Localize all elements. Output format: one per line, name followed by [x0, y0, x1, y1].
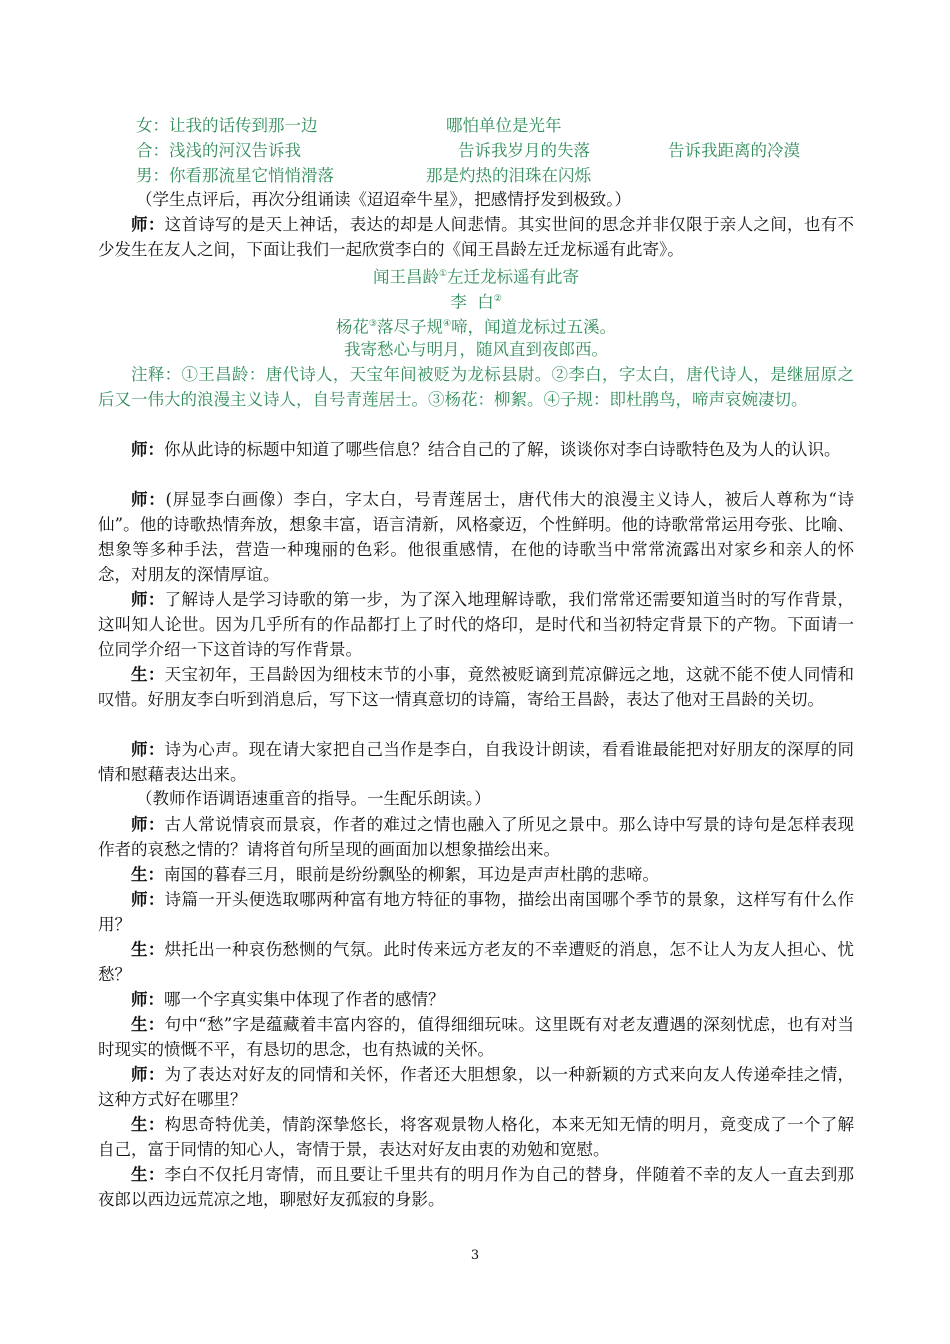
speaker-label: 师： — [131, 440, 164, 459]
speaker-label: 师： — [131, 890, 165, 909]
song-line-female-part2: 哪怕单位是光年 — [446, 116, 562, 135]
paragraph-4 — [98, 587, 854, 662]
paragraph-5 — [98, 662, 854, 712]
speaker-label: 师： — [131, 740, 165, 759]
paragraph-11 — [98, 987, 854, 1012]
speaker-label: 师： — [131, 490, 166, 509]
poem-line-1-part3: 啼，闻道龙标过五溪。 — [451, 317, 617, 337]
paragraph-text: 诗为心声。现在请大家把自己当作是李白，自我设计朗读，看看谁最能把对好朋友的深厚的同情和慰藉表达出来。 — [98, 740, 855, 784]
paragraph-2 — [98, 437, 854, 462]
paragraph-text: 哪一个字真实集中体现了作者的感情？ — [164, 990, 445, 1009]
paragraph-text: 李白不仅托月寄情，而且要让千里共有的明月作为自己的替身，伴随着不幸的友人一直去到那夜郎以西边远荒凉之地，聊慰好友孤寂的身影。 — [98, 1165, 855, 1209]
paragraph-6 — [98, 737, 854, 787]
poem-author — [98, 287, 854, 315]
speaker-label: 师： — [131, 815, 165, 834]
paragraph-text: 你从此诗的标题中知道了哪些信息？结合自己的了解，谈谈你对李白诗歌特色及为人的认识。 — [164, 440, 841, 459]
speaker-label: 生： — [131, 665, 165, 684]
song-line-male-part2: 那是灼热的泪珠在闪烁 — [426, 166, 591, 185]
song-line-chorus-part1: 合：浅浅的河汉告诉我 — [136, 141, 301, 160]
paragraph-text: 烘托出一种哀伤愁恻的气氛。此时传来远方老友的不幸遭贬的消息，怎不让人为友人担心、忧愁？ — [98, 940, 855, 984]
song-line-female-2 — [446, 114, 562, 138]
footnote-marker: ③ — [368, 319, 377, 329]
page-number: 3 — [470, 1248, 480, 1263]
song-line-chorus-3 — [668, 139, 800, 163]
song-line-chorus-part2: 告诉我岁月的失落 — [458, 141, 590, 160]
poem-title-part2: 左迁龙标遥有此寄 — [447, 267, 580, 287]
song-line-chorus-2 — [458, 139, 590, 163]
speaker-label: 生： — [131, 1165, 165, 1184]
poem-title — [98, 262, 854, 290]
speaker-label: 生： — [131, 940, 165, 959]
song-line-female — [136, 114, 318, 138]
footnote-marker: ① — [438, 269, 448, 279]
paragraph-3 — [98, 487, 854, 587]
paragraph-10 — [98, 937, 854, 987]
paragraph-text: 这首诗写的是天上神话，表达的却是人间悲情。其实世间的思念并非仅限于亲人之间，也有不少发生在友人之间，下面让我们一起欣赏李白的《闻王昌龄左迁龙标遥有此寄》。 — [98, 215, 855, 259]
paragraph-13 — [98, 1062, 854, 1112]
speaker-label: 师： — [131, 990, 164, 1009]
song-line-female-part1: 女：让我的话传到那一边 — [136, 116, 318, 135]
paragraph-text: 句中“愁”字是蕴藏着丰富内容的，值得细细玩味。这里既有对老友遭遇的深刻忧虑，也有对当时现实的愤慨不平，有恳切的思念，也有热诚的关怀。 — [98, 1015, 855, 1059]
speaker-label: 师： — [131, 1065, 165, 1084]
speaker-label: 生： — [131, 865, 164, 884]
paragraph-text: 为了表达对好友的同情和关怀，作者还大胆想象，以一种新颖的方式来向友人传递牵挂之情，这种方式好在哪里？ — [98, 1065, 855, 1109]
speaker-label: 生： — [131, 1015, 165, 1034]
speaker-label: 生： — [131, 1115, 165, 1134]
paragraph-text: 古人常说情哀而景哀，作者的难过之情也融入了所见之景中。那么诗中写景的诗句是怎样表现作者的哀愁之情的？请将首句所呈现的画面加以想象描绘出来。 — [98, 815, 855, 859]
footnote-marker: ② — [493, 294, 502, 304]
poem-line-1 — [98, 312, 854, 340]
poem-line-1-part2: 落尽子规 — [377, 317, 443, 337]
poem-line-1-part1: 杨花 — [335, 317, 369, 337]
poem-line-2: 我寄愁心与明月，随风直到夜郎西。 — [344, 340, 608, 359]
paragraph-9 — [98, 887, 854, 937]
speaker-label: 师： — [131, 590, 165, 609]
song-line-chorus-part3: 告诉我距离的冷漠 — [668, 141, 800, 160]
paragraph-15 — [98, 1162, 854, 1212]
paragraph-1 — [98, 212, 854, 262]
song-line-male-2 — [426, 164, 591, 188]
paragraph-7 — [98, 812, 854, 862]
paragraph-14 — [98, 1112, 854, 1162]
speaker-label: 师： — [131, 215, 165, 234]
song-line-male — [136, 164, 334, 188]
paragraph-12 — [98, 1012, 854, 1062]
song-line-chorus — [136, 139, 301, 163]
stage-note-1: （学生点评后，再次分组诵读《迢迢牵牛星》，把感情抒发到极致。） — [136, 190, 631, 209]
paragraph-text: 天宝初年，王昌龄因为细枝末节的小事，竟然被贬谪到荒凉僻远之地，这就不能不使人同情和叹惜。好朋友李白听到消息后，写下这一情真意切的诗篇，寄给王昌龄，表达了他对王昌龄的关切。 — [98, 665, 855, 709]
poem-title-part1: 闻王昌龄 — [372, 267, 439, 287]
paragraph-text: 诗篇一开头便选取哪两种富有地方特征的事物，描绘出南国哪个季节的景象，这样写有什么作用？ — [98, 890, 855, 934]
footnote-marker: ④ — [443, 319, 452, 329]
song-line-male-part1: 男：你看那流星它悄悄滑落 — [136, 166, 334, 185]
paragraph-text: 构思奇特优美，情韵深挚悠长，将客观景物人格化，本来无知无情的明月，竟变成了一个了解自己，富于同情的知心人，寄情于景，表达对好友由衷的劝勉和宽慰。 — [98, 1115, 855, 1159]
paragraph-text: (屏显李白画像）李白，字太白，号青莲居士，唐代伟大的浪漫主义诗人，被后人尊称为“诗仙”。他的诗歌热情奔放，想象丰富，语言清新，风格豪迈，个性鲜明。他的诗歌常常运用夸张、比喻、想象等多种手法，营造一种瑰丽的色彩。他很重感情，在他的诗歌当中常常流露出对家乡和亲人的怀念，对朋友的深情厚谊。 — [98, 490, 855, 584]
poem-author-name: 李 白 — [450, 292, 494, 312]
paragraph-text: 了解诗人是学习诗歌的第一步，为了深入地理解诗歌，我们常常还需要知道当时的写作背景，这叫知人论世。因为几乎所有的作品都打上了时代的烙印，是时代和当初特定背景下的产物。下面请一位同学介绍一下这首诗的写作背景。 — [98, 590, 855, 659]
poem-annotation: 注释：①王昌龄：唐代诗人，天宝年间被贬为龙标县尉。②李白，字太白，唐代诗人，是继屈原之后又一伟大的浪漫主义诗人，自号青莲居士。③杨花：柳絮。④子规：即杜鹃鸟，啼声哀婉凄切。 — [98, 365, 854, 409]
paragraph-8 — [98, 862, 854, 887]
paragraph-text: 南国的暮春三月，眼前是纷纷飘坠的柳絮，耳边是声声杜鹃的悲啼。 — [164, 865, 659, 884]
stage-note-2: （教师作语调语速重音的指导。一生配乐朗读。） — [136, 789, 491, 808]
